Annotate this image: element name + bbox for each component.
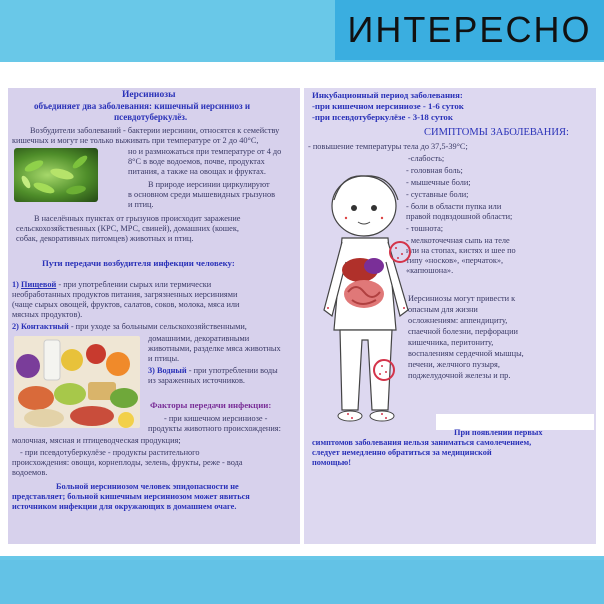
para-1-line-e: питания, а также на овощах и фруктах. (128, 167, 266, 176)
para-2-line-b: в основном среди мышевидных грызунов (128, 190, 276, 199)
symptom-item: «капюшона». (406, 266, 454, 275)
title-line-2: объединяет два заболевания: кишечный иерсиниоз и (34, 101, 251, 111)
symptom-item: - тошнота; (406, 224, 444, 233)
symptom-item: типу «носков», «перчаток», (406, 256, 504, 265)
factor-1-line-b: продукты животного происхождения: (148, 424, 281, 433)
source-line-3: источником инфекции для окружающих в домашнем очаге. (12, 502, 237, 511)
bottom-bar (0, 560, 604, 604)
complication-line: опасным для жизни (408, 305, 478, 314)
route-1-line-d: мясных продуктов). (12, 310, 83, 319)
routes-title: Пути передачи возбудителя инфекции человеку: (42, 258, 235, 268)
complication-line: спаечной болезни, перфорации (408, 327, 518, 336)
complication-line: воспалениям сердечной мышцы, (408, 349, 524, 358)
route-1-line-c: (чаще сырых овощей, фруктов, салатов, соков, молока, мяса или (12, 300, 240, 309)
route-2-line-d: и птицы. (148, 354, 180, 363)
factors-title: Факторы передачи инфекции: (150, 400, 272, 410)
symptom-item: - мышечные боли; (406, 178, 471, 187)
symptoms-title: СИМПТОМЫ ЗАБОЛЕВАНИЯ: (424, 127, 569, 138)
symptom-item: - суставные боли; (406, 190, 469, 199)
complication-line: печени, желчного пузыря, (408, 360, 500, 369)
badge-text: ИНТЕРЕСНО (347, 9, 592, 50)
para-3-line-c: собак, декоративных питомцев) животных и птиц. (16, 234, 194, 243)
symptom-item: - боли в области пупка или (406, 202, 502, 211)
para-1-line-d: 8°С в воде водоемов, почве, продуктах (128, 157, 265, 166)
symptom-fever: - повышение температуры тела до 37,5-39°С; (308, 142, 468, 151)
food-products-icon (14, 336, 140, 428)
route-1-line-b: необработанных продуктов питания, загрязненных иерсиниями (12, 290, 238, 299)
warning-line-2: симптомов заболевания нельзя заниматься самолечением, (312, 438, 532, 447)
complication-line: поджелудочной железы и пр. (408, 371, 511, 380)
complication-line: кишечника, перитониту, (408, 338, 494, 347)
para-1-line-c: но и размножаться при температуре от 4 до (128, 147, 282, 156)
warning-line-1: При появлении первых (454, 428, 543, 437)
route-2-line-a: 2) Контактный - при уходе за больными сельскохозяйственными, (12, 322, 247, 331)
para-1-line-a: Возбудители заболеваний - бактерии иерсинии, относятся к семейству (30, 126, 280, 135)
symptom-item: - мелкоточечная сыпь на теле (406, 236, 510, 245)
child-body-icon (312, 170, 430, 434)
source-line-1: Больной иерсиниозом человек эпидопасности не (56, 482, 239, 491)
factor-2-line-b: происхождения: овощи, корнеплоды, зелень, фрукты, реже - вода (12, 458, 243, 467)
source-line-2: представляет; больной кишечным иерсиниозом может явиться (12, 492, 250, 501)
factor-2-line-c: водоемов. (12, 468, 48, 477)
factor-1-line-c: молочная, мясная и птицеводческая продукция; (12, 436, 181, 445)
route-2-line-b: домашними, декоративными (148, 334, 250, 343)
symptom-item: - головная боль; (406, 166, 463, 175)
symptom-item: -слабость; (408, 154, 445, 163)
title-line-3: псевдотуберкулёз. (114, 112, 188, 122)
incubation-title: Инкубационный период заболевания: (312, 90, 463, 100)
factor-1-line-a: - при кишечном иерсиниозе - (164, 414, 268, 423)
incubation-line-1: -при кишечном иерсиниозе - 1-6 суток (312, 101, 464, 111)
bacteria-image (14, 148, 98, 202)
route-1-line-a: 1) Пищевой - при употреблении сырых или термически (12, 280, 212, 289)
symptom-item: или на стопах, кистях и шее по (406, 246, 516, 255)
incubation-line-2: -при псевдотуберкулёзе - 3-18 суток (312, 112, 453, 122)
complication-line: осложнениям: аппендициту, (408, 316, 508, 325)
complication-line: Иерсиниозы могут привести к (408, 294, 516, 303)
title-yersiniosis: Иерсиниозы (122, 90, 176, 100)
para-3-line-b: сельскохозяйственных (КРС, МРС, свиней), домашних (кошек, (16, 224, 239, 233)
para-2-line-a: В природе иерсинии циркулируют (148, 180, 270, 189)
warning-line-4: помощью! (312, 458, 351, 467)
symptom-item: правой подвздошной области; (406, 212, 513, 221)
route-2-line-c: животными, разделке мяса животных (148, 344, 281, 353)
para-3-line-a: В населённых пунктах от грызунов происходит заражение (34, 214, 241, 223)
child-illustration (312, 170, 430, 434)
warning-line-3: следует немедленно обратиться за медицинской (312, 448, 492, 457)
route-3-line-b: из зараженных источников. (148, 376, 245, 385)
bacteria-icon (14, 148, 98, 202)
route-3-line-a: 3) Водный - при употреблении воды (148, 366, 278, 375)
para-2-line-c: и птиц. (128, 200, 154, 209)
left-panel (8, 88, 300, 544)
interesno-badge (335, 0, 604, 60)
factor-2-line-a: - при псевдотуберкулёзе - продукты растительного (20, 448, 200, 457)
food-image (14, 336, 140, 428)
para-1-line-b: кишечных и могут не только выживать при температуре от 2 до 40°С, (12, 136, 259, 145)
